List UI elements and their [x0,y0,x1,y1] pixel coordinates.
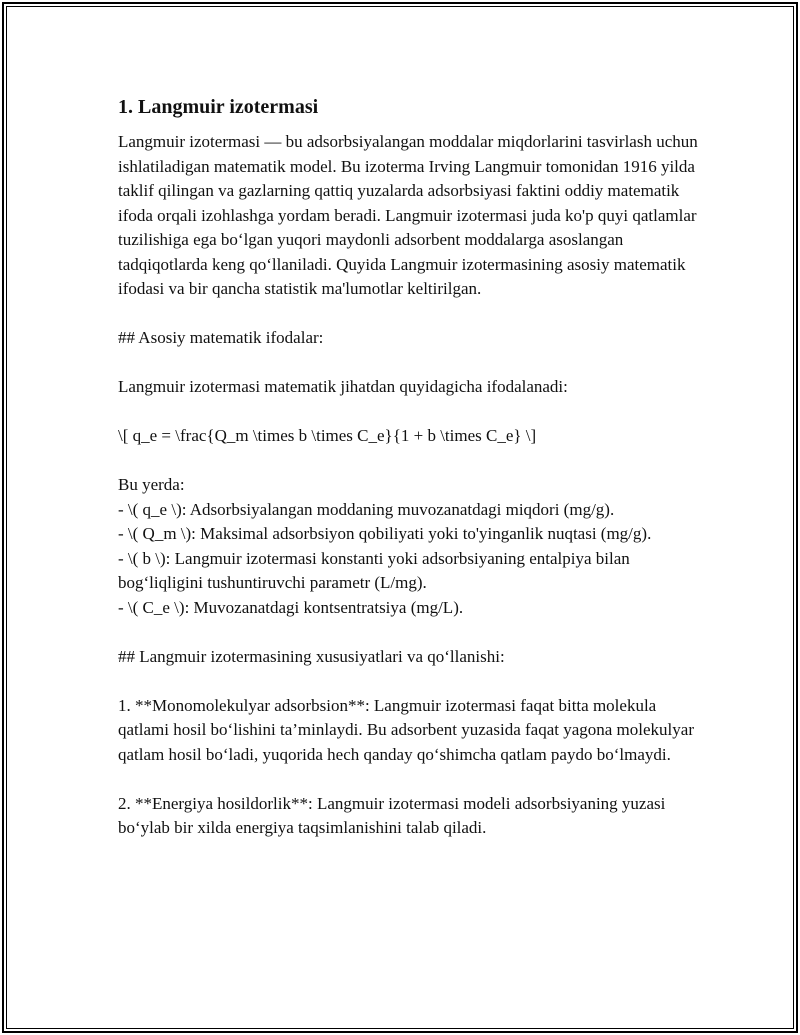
definition-item: - \( b \): Langmuir izotermasi konstanti yoki adsorbsiyaning entalpiya bilan bog‘liqligini tushuntiruvchi parametr (L/mg). [118,548,630,592]
definition-item: - \( q_e \): Adsorbsiyalangan moddaning muvozanatdagi miqdori (mg/g). [118,499,615,519]
document-body [118,94,698,841]
definition-item: - \( Q_m \): Maksimal adsorbsiyon qobiliyati yoki to'yinganlik nuqtasi (mg/g). [118,524,652,543]
document-title: 1. Langmuir izotermasi [118,96,319,118]
spacer [118,351,698,376]
where-label: Bu yerda: [118,475,185,494]
intro-paragraph: Langmuir izotermasi — bu adsorbsiyalangan moddalar miqdorlarini tasvirlash uchun ishlatiladigan matematik model. Bu izoterma Irving Langmuir tomonidan 1916 yilda taklif qilingan va gazlarning qattiq yuzalarda adsorbsiyasi faktini oddiy matematik ifoda orqali izohlashga yordam beradi. Langmuir izotermasi juda ko'p quyi qatlamlar tuzilishiga ega bo‘lgan yuqori maydonli adsorbent moddalarga asoslangan tadqiqotlarda keng qo‘llaniladi. Quyida Langmuir izotermasining asosiy matematik ifodasi va bir qancha statistik ma'lumotlar keltirilgan. [118,132,698,298]
property-item: 2. **Energiya hosildorlik**: Langmuir izotermasi modeli adsorbsiyaning yuzasi bo‘ylab bir xilda energiya taqsimlanishini talab qiladi. [118,793,666,837]
spacer [118,669,698,694]
definition-item: - \( C_e \): Muvozanatdagi kontsentratsiya (mg/L). [118,597,464,617]
formula-line: \[ q_e = \frac{Q_m \times b \times C_e}{1 + b \times C_e} \] [118,426,537,445]
spacer [118,620,698,645]
formula-intro: Langmuir izotermasi matematik jihatdan quyidagicha ifodalanadi: [118,377,568,396]
spacer [118,767,698,792]
spacer [118,302,698,327]
section-heading-formulas: ## Asosiy matematik ifodalar: [118,328,324,347]
spacer [118,449,698,474]
section-heading-properties: ## Langmuir izotermasining xususiyatlari va qo‘llanishi: [118,646,505,666]
property-item: 1. **Monomolekulyar adsorbsion**: Langmuir izotermasi faqat bitta molekula qatlami hosil bo‘lishini ta’minlaydi. Bu adsorbent yuzasida faqat yagona molekulyar qatlam hosil bo‘ladi, yuqorida hech qanday qo‘shimcha qatlam paydo bo‘lmaydi. [118,695,694,764]
spacer [118,400,698,425]
